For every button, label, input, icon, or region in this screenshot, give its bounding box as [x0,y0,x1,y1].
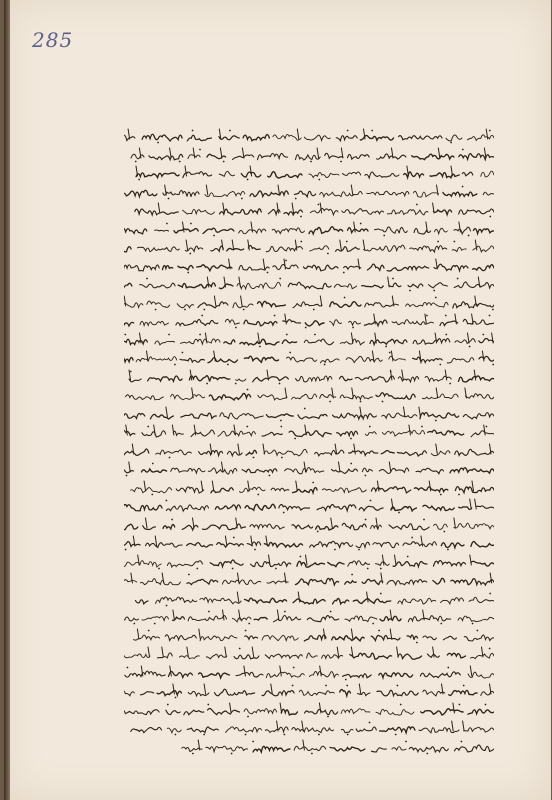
script-strokes [124,313,494,329]
script-strokes [124,609,494,625]
script-strokes [124,147,494,163]
handwritten-line [124,147,494,163]
handwritten-line [124,387,494,403]
script-strokes [124,369,494,385]
handwritten-line [124,165,494,181]
handwritten-line [124,443,494,459]
handwritten-line [124,221,494,237]
script-strokes [124,221,494,237]
handwritten-line [124,258,494,274]
handwritten-line [124,424,494,440]
handwritten-line [124,202,494,218]
handwritten-line [124,554,494,570]
handwritten-line [124,535,494,551]
script-strokes [124,665,494,681]
manuscript-text-block [124,128,494,768]
script-strokes [124,295,494,311]
script-strokes [124,517,494,533]
script-strokes [124,498,494,514]
handwritten-line [124,332,494,348]
handwritten-line [124,609,494,625]
handwritten-line [124,646,494,662]
script-strokes [124,350,494,366]
handwritten-line [124,461,494,477]
script-strokes [124,387,494,403]
handwritten-line [124,350,494,366]
script-strokes [124,591,494,607]
handwritten-line [124,276,494,292]
handwritten-line [124,628,494,644]
handwritten-line [124,739,494,755]
handwritten-line [124,720,494,736]
handwritten-line [124,572,494,588]
handwritten-line [124,369,494,385]
script-strokes [124,535,494,551]
script-strokes [124,702,494,718]
script-strokes [124,720,494,736]
handwritten-line [124,239,494,255]
script-strokes [124,443,494,459]
handwritten-line [124,498,494,514]
handwritten-line [124,665,494,681]
script-strokes [124,480,494,496]
script-strokes [124,184,494,200]
handwritten-line [124,702,494,718]
script-strokes [124,165,494,181]
script-strokes [124,739,494,755]
handwritten-line [124,406,494,422]
handwritten-line [124,313,494,329]
script-strokes [124,424,494,440]
script-strokes [124,332,494,348]
handwritten-line [124,683,494,699]
script-strokes [124,276,494,292]
script-strokes [124,258,494,274]
handwritten-line [124,591,494,607]
handwritten-line [124,295,494,311]
script-strokes [124,406,494,422]
script-strokes [124,683,494,699]
manuscript-page [4,0,551,800]
handwritten-line [124,480,494,496]
folio-number: 285 [32,28,74,52]
script-strokes [124,202,494,218]
script-strokes [124,554,494,570]
script-strokes [124,461,494,477]
script-strokes [124,572,494,588]
handwritten-line [124,517,494,533]
handwritten-line [124,184,494,200]
script-strokes [124,646,494,662]
script-strokes [124,628,494,644]
script-strokes [124,239,494,255]
book-binding-edge [4,0,10,800]
handwritten-line [124,128,494,144]
script-strokes [124,128,494,144]
